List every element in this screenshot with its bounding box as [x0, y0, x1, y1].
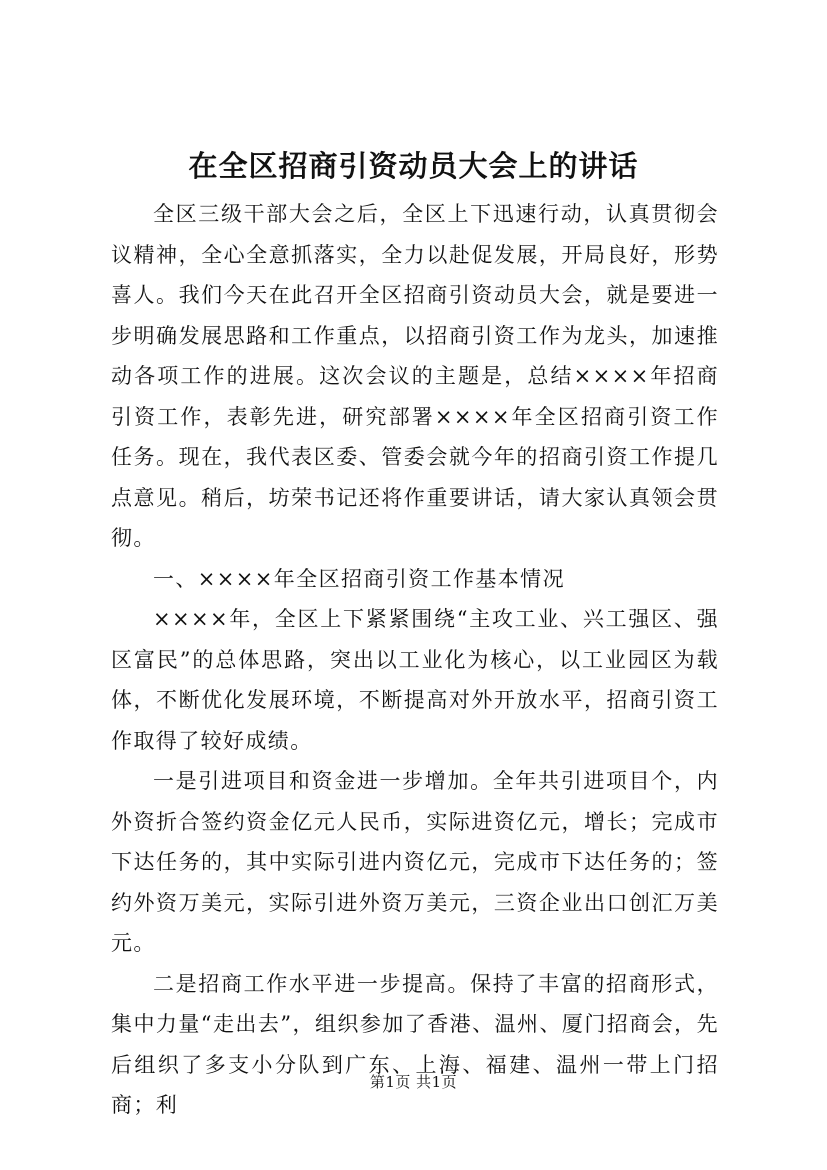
paragraph-point-one: 一是引进项目和资金进一步增加。全年共引进项目个，内外资折合签约资金亿元人民币，实际进资亿元，增长；完成市下达任务的，其中实际引进内资亿元，完成市下达任务的；签约外资万美元，实际引进外资万美元，三资企业出口创汇万美元。 — [111, 769, 719, 955]
paragraph-intro: 全区三级干部大会之后，全区上下迅速行动，认真贯彻会议精神，全心全意抓落实，全力以赴促发展，开局良好，形势喜人。我们今天在此召开全区招商引资动员大会，就是要进一步明确发展思路和工作重点，以招商引资工作为龙头，加速推动各项工作的进展。这次会议的主题是，总结××××年招商引资工作，表彰先进，研究部署××××年全区招商引资工作任务。现在，我代表区委、管委会就今年的招商引资工作提几点意见。稍后，坊荣书记还将作重要讲话，请大家认真领会贯彻。 — [111, 202, 719, 550]
page-number-footer: 第1页 共1页 — [369, 1073, 458, 1091]
document-body — [111, 194, 719, 1126]
paragraph-overview: ××××年，全区上下紧紧围绕“主攻工业、兴工强区、强区富民”的总体思路，突出以工业化为核心，以工业园区为载体，不断优化发展环境，不断提高对外开放水平，招商引资工作取得了较好成绩。 — [111, 607, 719, 753]
section-heading: 一、××××年全区招商引资工作基本情况 — [153, 566, 565, 591]
document-title: 在全区招商引资动员大会上的讲话 — [188, 149, 639, 183]
paragraph-point-two: 二是招商工作水平进一步提高。保持了丰富的招商形式，集中力量“走出去”，组织参加了香港、温州、厦门招商会，先后组织了多支小分队到广东、上海、福建、温州一带上门招商；利 — [111, 971, 719, 1117]
